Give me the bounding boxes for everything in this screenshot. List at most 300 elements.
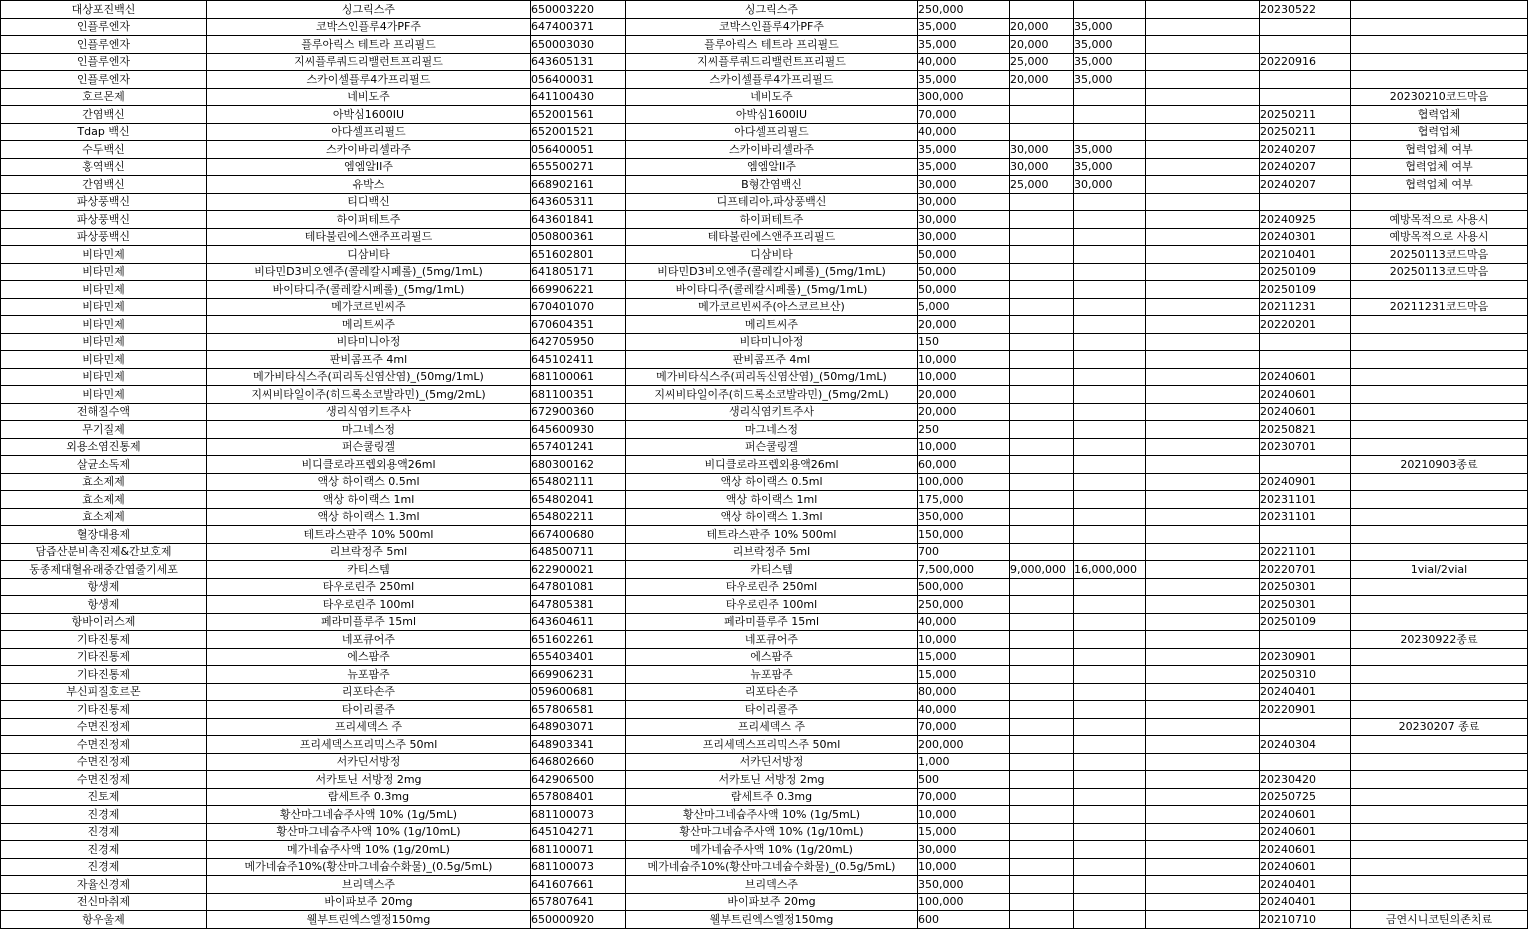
- product-name-cell[interactable]: 카티스템: [207, 561, 531, 579]
- code-cell[interactable]: 622900021: [531, 561, 626, 579]
- product-name-cell[interactable]: 프리세덱스프리믹스주 50ml: [207, 736, 531, 754]
- price3-cell[interactable]: [1074, 491, 1146, 509]
- date-cell[interactable]: 20240901: [1260, 473, 1351, 491]
- product-name-cell[interactable]: 지씨비타일이주(히드록소코발라민)_(5mg/2mL): [207, 386, 531, 404]
- price-cell[interactable]: 350,000: [918, 876, 1010, 894]
- blank-cell[interactable]: [1146, 246, 1260, 264]
- price3-cell[interactable]: [1074, 298, 1146, 316]
- code-cell[interactable]: 643605131: [531, 53, 626, 71]
- standard-name-cell[interactable]: 디프테리아,파상풍백신: [626, 193, 918, 211]
- standard-name-cell[interactable]: 페라미플루주 15ml: [626, 613, 918, 631]
- note-cell[interactable]: [1351, 526, 1528, 544]
- blank-cell[interactable]: [1146, 823, 1260, 841]
- category-cell[interactable]: 수두백신: [1, 141, 207, 159]
- category-cell[interactable]: 효소제제: [1, 473, 207, 491]
- blank-cell[interactable]: [1146, 456, 1260, 474]
- code-cell[interactable]: 642705950: [531, 333, 626, 351]
- date-cell[interactable]: 20250211: [1260, 123, 1351, 141]
- code-cell[interactable]: 645102411: [531, 351, 626, 369]
- price3-cell[interactable]: [1074, 246, 1146, 264]
- note-cell[interactable]: [1351, 806, 1528, 824]
- note-cell[interactable]: [1351, 53, 1528, 71]
- price3-cell[interactable]: [1074, 771, 1146, 789]
- blank-cell[interactable]: [1146, 578, 1260, 596]
- standard-name-cell[interactable]: 생리식염키트주사: [626, 403, 918, 421]
- code-cell[interactable]: 647805381: [531, 596, 626, 614]
- category-cell[interactable]: 진경제: [1, 806, 207, 824]
- code-cell[interactable]: 681100071: [531, 841, 626, 859]
- price-cell[interactable]: 250,000: [918, 1, 1010, 19]
- price2-cell[interactable]: [1010, 211, 1074, 229]
- price-cell[interactable]: 250,000: [918, 596, 1010, 614]
- standard-name-cell[interactable]: 타우로린주 250ml: [626, 578, 918, 596]
- product-name-cell[interactable]: 코박스인플루4가PF주: [207, 18, 531, 36]
- price2-cell[interactable]: [1010, 701, 1074, 719]
- blank-cell[interactable]: [1146, 351, 1260, 369]
- price3-cell[interactable]: [1074, 631, 1146, 649]
- category-cell[interactable]: 기타진통제: [1, 631, 207, 649]
- price3-cell[interactable]: [1074, 106, 1146, 124]
- standard-name-cell[interactable]: 타이리콜주: [626, 701, 918, 719]
- date-cell[interactable]: 20240401: [1260, 893, 1351, 911]
- price-cell[interactable]: 35,000: [918, 36, 1010, 54]
- price-cell[interactable]: 500: [918, 771, 1010, 789]
- blank-cell[interactable]: [1146, 718, 1260, 736]
- category-cell[interactable]: 외용소염진통제: [1, 438, 207, 456]
- price3-cell[interactable]: [1074, 193, 1146, 211]
- date-cell[interactable]: 20240601: [1260, 403, 1351, 421]
- standard-name-cell[interactable]: 리포타손주: [626, 683, 918, 701]
- code-cell[interactable]: 650003030: [531, 36, 626, 54]
- category-cell[interactable]: 항바이러스제: [1, 613, 207, 631]
- date-cell[interactable]: 20240601: [1260, 386, 1351, 404]
- standard-name-cell[interactable]: 액상 하이랙스 1.3ml: [626, 508, 918, 526]
- price2-cell[interactable]: [1010, 841, 1074, 859]
- price2-cell[interactable]: [1010, 823, 1074, 841]
- code-cell[interactable]: 641805171: [531, 263, 626, 281]
- blank-cell[interactable]: [1146, 666, 1260, 684]
- standard-name-cell[interactable]: 판비콤프주 4ml: [626, 351, 918, 369]
- note-cell[interactable]: 협력업체: [1351, 106, 1528, 124]
- product-name-cell[interactable]: 플루아릭스 테트라 프리필드: [207, 36, 531, 54]
- price3-cell[interactable]: [1074, 1, 1146, 19]
- date-cell[interactable]: 20220701: [1260, 561, 1351, 579]
- price2-cell[interactable]: [1010, 578, 1074, 596]
- category-cell[interactable]: 전신마취제: [1, 893, 207, 911]
- blank-cell[interactable]: [1146, 491, 1260, 509]
- blank-cell[interactable]: [1146, 806, 1260, 824]
- date-cell[interactable]: [1260, 456, 1351, 474]
- date-cell[interactable]: [1260, 753, 1351, 771]
- price-cell[interactable]: 30,000: [918, 211, 1010, 229]
- note-cell[interactable]: [1351, 771, 1528, 789]
- price-cell[interactable]: 300,000: [918, 88, 1010, 106]
- product-name-cell[interactable]: 웰부트린엑스엘정150mg: [207, 911, 531, 929]
- price2-cell[interactable]: [1010, 88, 1074, 106]
- price-cell[interactable]: 150,000: [918, 526, 1010, 544]
- note-cell[interactable]: 20230922종료: [1351, 631, 1528, 649]
- product-name-cell[interactable]: 비타민D3비오엔주(콜레칼시페롤)_(5mg/1mL): [207, 263, 531, 281]
- date-cell[interactable]: [1260, 631, 1351, 649]
- date-cell[interactable]: 20231101: [1260, 508, 1351, 526]
- product-name-cell[interactable]: 하이퍼테트주: [207, 211, 531, 229]
- blank-cell[interactable]: [1146, 193, 1260, 211]
- blank-cell[interactable]: [1146, 18, 1260, 36]
- price2-cell[interactable]: [1010, 456, 1074, 474]
- price3-cell[interactable]: [1074, 718, 1146, 736]
- price-cell[interactable]: 100,000: [918, 893, 1010, 911]
- category-cell[interactable]: Tdap 백신: [1, 123, 207, 141]
- price2-cell[interactable]: 25,000: [1010, 53, 1074, 71]
- price-cell[interactable]: 350,000: [918, 508, 1010, 526]
- blank-cell[interactable]: [1146, 368, 1260, 386]
- blank-cell[interactable]: [1146, 386, 1260, 404]
- product-name-cell[interactable]: 메가코르빈씨주: [207, 298, 531, 316]
- product-name-cell[interactable]: 서카토닌 서방정 2mg: [207, 771, 531, 789]
- code-cell[interactable]: 641607661: [531, 876, 626, 894]
- product-name-cell[interactable]: 프리세덱스 주: [207, 718, 531, 736]
- price2-cell[interactable]: [1010, 666, 1074, 684]
- blank-cell[interactable]: [1146, 631, 1260, 649]
- category-cell[interactable]: 진경제: [1, 823, 207, 841]
- note-cell[interactable]: 1vial/2vial: [1351, 561, 1528, 579]
- standard-name-cell[interactable]: 웰부트린엑스엘정150mg: [626, 911, 918, 929]
- category-cell[interactable]: 수면진정제: [1, 753, 207, 771]
- price-cell[interactable]: 60,000: [918, 456, 1010, 474]
- price3-cell[interactable]: [1074, 263, 1146, 281]
- category-cell[interactable]: 무기질제: [1, 421, 207, 439]
- price2-cell[interactable]: [1010, 386, 1074, 404]
- price3-cell[interactable]: 30,000: [1074, 176, 1146, 194]
- price3-cell[interactable]: [1074, 508, 1146, 526]
- price3-cell[interactable]: [1074, 648, 1146, 666]
- price2-cell[interactable]: [1010, 403, 1074, 421]
- blank-cell[interactable]: [1146, 1, 1260, 19]
- price-cell[interactable]: 5,000: [918, 298, 1010, 316]
- blank-cell[interactable]: [1146, 683, 1260, 701]
- note-cell[interactable]: [1351, 893, 1528, 911]
- blank-cell[interactable]: [1146, 648, 1260, 666]
- standard-name-cell[interactable]: 스카이셀플루4가프리필드: [626, 71, 918, 89]
- price2-cell[interactable]: 20,000: [1010, 18, 1074, 36]
- price-cell[interactable]: 600: [918, 911, 1010, 929]
- date-cell[interactable]: [1260, 526, 1351, 544]
- price2-cell[interactable]: [1010, 228, 1074, 246]
- price3-cell[interactable]: [1074, 211, 1146, 229]
- code-cell[interactable]: 643601841: [531, 211, 626, 229]
- standard-name-cell[interactable]: B형간염백신: [626, 176, 918, 194]
- category-cell[interactable]: 동종제대혈유래중간엽줄기세포: [1, 561, 207, 579]
- price3-cell[interactable]: [1074, 683, 1146, 701]
- price2-cell[interactable]: [1010, 246, 1074, 264]
- code-cell[interactable]: 056400051: [531, 141, 626, 159]
- product-name-cell[interactable]: 리포타손주: [207, 683, 531, 701]
- price2-cell[interactable]: [1010, 421, 1074, 439]
- blank-cell[interactable]: [1146, 771, 1260, 789]
- code-cell[interactable]: 672900360: [531, 403, 626, 421]
- price2-cell[interactable]: [1010, 333, 1074, 351]
- code-cell[interactable]: 643604611: [531, 613, 626, 631]
- price3-cell[interactable]: [1074, 281, 1146, 299]
- category-cell[interactable]: 자율신경제: [1, 876, 207, 894]
- code-cell[interactable]: 642906500: [531, 771, 626, 789]
- category-cell[interactable]: 비타민제: [1, 351, 207, 369]
- price-cell[interactable]: 40,000: [918, 123, 1010, 141]
- standard-name-cell[interactable]: 테타불린에스앤주프리필드: [626, 228, 918, 246]
- price-cell[interactable]: 35,000: [918, 71, 1010, 89]
- standard-name-cell[interactable]: 서카딘서방정: [626, 753, 918, 771]
- price2-cell[interactable]: [1010, 788, 1074, 806]
- blank-cell[interactable]: [1146, 53, 1260, 71]
- code-cell[interactable]: 652001561: [531, 106, 626, 124]
- price3-cell[interactable]: [1074, 578, 1146, 596]
- product-name-cell[interactable]: 브리덱스주: [207, 876, 531, 894]
- standard-name-cell[interactable]: 브리덱스주: [626, 876, 918, 894]
- price-cell[interactable]: 1,000: [918, 753, 1010, 771]
- note-cell[interactable]: [1351, 316, 1528, 334]
- price3-cell[interactable]: [1074, 438, 1146, 456]
- product-name-cell[interactable]: 엠엠알II주: [207, 158, 531, 176]
- blank-cell[interactable]: [1146, 123, 1260, 141]
- standard-name-cell[interactable]: 아박심1600IU: [626, 106, 918, 124]
- price-cell[interactable]: 200,000: [918, 736, 1010, 754]
- category-cell[interactable]: 간염백신: [1, 176, 207, 194]
- product-name-cell[interactable]: 티디백신: [207, 193, 531, 211]
- price-cell[interactable]: 7,500,000: [918, 561, 1010, 579]
- price2-cell[interactable]: [1010, 683, 1074, 701]
- date-cell[interactable]: 20240304: [1260, 736, 1351, 754]
- product-name-cell[interactable]: 디삼비타: [207, 246, 531, 264]
- note-cell[interactable]: [1351, 36, 1528, 54]
- note-cell[interactable]: 20210903종료: [1351, 456, 1528, 474]
- note-cell[interactable]: [1351, 753, 1528, 771]
- category-cell[interactable]: 진토제: [1, 788, 207, 806]
- price-cell[interactable]: 30,000: [918, 841, 1010, 859]
- date-cell[interactable]: 20240401: [1260, 876, 1351, 894]
- price2-cell[interactable]: [1010, 508, 1074, 526]
- blank-cell[interactable]: [1146, 701, 1260, 719]
- price2-cell[interactable]: [1010, 316, 1074, 334]
- blank-cell[interactable]: [1146, 858, 1260, 876]
- date-cell[interactable]: 20220901: [1260, 701, 1351, 719]
- product-name-cell[interactable]: 황산마그네슘주사액 10% (1g/5mL): [207, 806, 531, 824]
- price2-cell[interactable]: [1010, 263, 1074, 281]
- blank-cell[interactable]: [1146, 438, 1260, 456]
- price3-cell[interactable]: 35,000: [1074, 141, 1146, 159]
- note-cell[interactable]: [1351, 473, 1528, 491]
- price2-cell[interactable]: [1010, 736, 1074, 754]
- price3-cell[interactable]: [1074, 876, 1146, 894]
- note-cell[interactable]: 협력업체 여부: [1351, 176, 1528, 194]
- price-cell[interactable]: 35,000: [918, 158, 1010, 176]
- price3-cell[interactable]: [1074, 526, 1146, 544]
- price3-cell[interactable]: 35,000: [1074, 71, 1146, 89]
- code-cell[interactable]: 670401070: [531, 298, 626, 316]
- product-name-cell[interactable]: 마그네스정: [207, 421, 531, 439]
- price3-cell[interactable]: [1074, 596, 1146, 614]
- price3-cell[interactable]: [1074, 893, 1146, 911]
- standard-name-cell[interactable]: 뉴포팜주: [626, 666, 918, 684]
- note-cell[interactable]: [1351, 858, 1528, 876]
- product-name-cell[interactable]: 메가네슘주사액 10% (1g/20mL): [207, 841, 531, 859]
- date-cell[interactable]: 20240207: [1260, 158, 1351, 176]
- price-cell[interactable]: 50,000: [918, 281, 1010, 299]
- category-cell[interactable]: 파상풍백신: [1, 211, 207, 229]
- standard-name-cell[interactable]: 코박스인플루4가PF주: [626, 18, 918, 36]
- standard-name-cell[interactable]: 액상 하이랙스 0.5ml: [626, 473, 918, 491]
- code-cell[interactable]: 647400371: [531, 18, 626, 36]
- blank-cell[interactable]: [1146, 613, 1260, 631]
- price-cell[interactable]: 15,000: [918, 823, 1010, 841]
- price-cell[interactable]: 10,000: [918, 368, 1010, 386]
- standard-name-cell[interactable]: 테트라스판주 10% 500ml: [626, 526, 918, 544]
- price-cell[interactable]: 10,000: [918, 858, 1010, 876]
- blank-cell[interactable]: [1146, 158, 1260, 176]
- category-cell[interactable]: 인플루엔자: [1, 36, 207, 54]
- blank-cell[interactable]: [1146, 561, 1260, 579]
- note-cell[interactable]: [1351, 613, 1528, 631]
- date-cell[interactable]: [1260, 88, 1351, 106]
- price3-cell[interactable]: [1074, 421, 1146, 439]
- price3-cell[interactable]: [1074, 736, 1146, 754]
- blank-cell[interactable]: [1146, 228, 1260, 246]
- product-name-cell[interactable]: 페라미플루주 15ml: [207, 613, 531, 631]
- product-name-cell[interactable]: 뉴포팜주: [207, 666, 531, 684]
- price3-cell[interactable]: [1074, 88, 1146, 106]
- date-cell[interactable]: 20250310: [1260, 666, 1351, 684]
- standard-name-cell[interactable]: 하이퍼테트주: [626, 211, 918, 229]
- note-cell[interactable]: [1351, 491, 1528, 509]
- blank-cell[interactable]: [1146, 841, 1260, 859]
- price3-cell[interactable]: [1074, 788, 1146, 806]
- standard-name-cell[interactable]: 에스팜주: [626, 648, 918, 666]
- blank-cell[interactable]: [1146, 893, 1260, 911]
- date-cell[interactable]: [1260, 351, 1351, 369]
- price-cell[interactable]: 40,000: [918, 701, 1010, 719]
- note-cell[interactable]: 예방목적으로 사용시: [1351, 211, 1528, 229]
- category-cell[interactable]: 인플루엔자: [1, 18, 207, 36]
- product-name-cell[interactable]: 액상 하이랙스 1.3ml: [207, 508, 531, 526]
- standard-name-cell[interactable]: 스카이바리셀라주: [626, 141, 918, 159]
- product-name-cell[interactable]: 싱그릭스주: [207, 1, 531, 19]
- category-cell[interactable]: 대상포진백신: [1, 1, 207, 19]
- category-cell[interactable]: 수면진정제: [1, 771, 207, 789]
- product-name-cell[interactable]: 메가네슘주10%(황산마그네슘수화물)_(0.5g/5mL): [207, 858, 531, 876]
- category-cell[interactable]: 항생제: [1, 578, 207, 596]
- standard-name-cell[interactable]: 지씨비타일이주(히드록소코발라민)_(5mg/2mL): [626, 386, 918, 404]
- note-cell[interactable]: [1351, 701, 1528, 719]
- blank-cell[interactable]: [1146, 596, 1260, 614]
- category-cell[interactable]: 효소제제: [1, 491, 207, 509]
- note-cell[interactable]: 20250113코드막음: [1351, 246, 1528, 264]
- price3-cell[interactable]: 16,000,000: [1074, 561, 1146, 579]
- price3-cell[interactable]: [1074, 858, 1146, 876]
- standard-name-cell[interactable]: 바이타디주(콜레칼시페롤)_(5mg/1mL): [626, 281, 918, 299]
- price-cell[interactable]: 70,000: [918, 788, 1010, 806]
- code-cell[interactable]: 651602261: [531, 631, 626, 649]
- code-cell[interactable]: 645600930: [531, 421, 626, 439]
- price3-cell[interactable]: [1074, 351, 1146, 369]
- standard-name-cell[interactable]: 지씨플루쿼드리밸런트프리필드: [626, 53, 918, 71]
- blank-cell[interactable]: [1146, 526, 1260, 544]
- standard-name-cell[interactable]: 네비도주: [626, 88, 918, 106]
- price3-cell[interactable]: [1074, 456, 1146, 474]
- standard-name-cell[interactable]: 싱그릭스주: [626, 1, 918, 19]
- note-cell[interactable]: 20230210코드막음: [1351, 88, 1528, 106]
- code-cell[interactable]: 641100430: [531, 88, 626, 106]
- product-name-cell[interactable]: 바이파보주 20mg: [207, 893, 531, 911]
- category-cell[interactable]: 비타민제: [1, 246, 207, 264]
- product-name-cell[interactable]: 액상 하이랙스 0.5ml: [207, 473, 531, 491]
- code-cell[interactable]: 646802660: [531, 753, 626, 771]
- price3-cell[interactable]: [1074, 806, 1146, 824]
- price3-cell[interactable]: [1074, 386, 1146, 404]
- price2-cell[interactable]: [1010, 526, 1074, 544]
- date-cell[interactable]: 20250211: [1260, 106, 1351, 124]
- price-cell[interactable]: 70,000: [918, 718, 1010, 736]
- date-cell[interactable]: 20240601: [1260, 368, 1351, 386]
- category-cell[interactable]: 수면진정제: [1, 736, 207, 754]
- price2-cell[interactable]: 30,000: [1010, 141, 1074, 159]
- category-cell[interactable]: 홍역백신: [1, 158, 207, 176]
- note-cell[interactable]: [1351, 403, 1528, 421]
- date-cell[interactable]: 20250725: [1260, 788, 1351, 806]
- product-name-cell[interactable]: 서카딘서방정: [207, 753, 531, 771]
- standard-name-cell[interactable]: 비디클로라프렙외용액26ml: [626, 456, 918, 474]
- product-name-cell[interactable]: 유박스: [207, 176, 531, 194]
- price3-cell[interactable]: [1074, 473, 1146, 491]
- price-cell[interactable]: 15,000: [918, 648, 1010, 666]
- date-cell[interactable]: 20221101: [1260, 543, 1351, 561]
- standard-name-cell[interactable]: 람세트주 0.3mg: [626, 788, 918, 806]
- date-cell[interactable]: 20210401: [1260, 246, 1351, 264]
- code-cell[interactable]: 667400680: [531, 526, 626, 544]
- category-cell[interactable]: 비타민제: [1, 333, 207, 351]
- price-cell[interactable]: 150: [918, 333, 1010, 351]
- blank-cell[interactable]: [1146, 71, 1260, 89]
- note-cell[interactable]: 20211231코드막음: [1351, 298, 1528, 316]
- note-cell[interactable]: 20230207 종료: [1351, 718, 1528, 736]
- date-cell[interactable]: 20230901: [1260, 648, 1351, 666]
- category-cell[interactable]: 진경제: [1, 858, 207, 876]
- standard-name-cell[interactable]: 바이파보주 20mg: [626, 893, 918, 911]
- price2-cell[interactable]: [1010, 106, 1074, 124]
- date-cell[interactable]: 20240207: [1260, 141, 1351, 159]
- date-cell[interactable]: 20250301: [1260, 596, 1351, 614]
- note-cell[interactable]: [1351, 823, 1528, 841]
- note-cell[interactable]: [1351, 351, 1528, 369]
- standard-name-cell[interactable]: 비타민D3비오엔주(콜레칼시페롤)_(5mg/1mL): [626, 263, 918, 281]
- price-cell[interactable]: 70,000: [918, 106, 1010, 124]
- price-cell[interactable]: 10,000: [918, 438, 1010, 456]
- standard-name-cell[interactable]: 리브락정주 5ml: [626, 543, 918, 561]
- price2-cell[interactable]: [1010, 911, 1074, 929]
- code-cell[interactable]: 670604351: [531, 316, 626, 334]
- blank-cell[interactable]: [1146, 421, 1260, 439]
- price3-cell[interactable]: [1074, 333, 1146, 351]
- product-name-cell[interactable]: 타이리콜주: [207, 701, 531, 719]
- standard-name-cell[interactable]: 디삼비타: [626, 246, 918, 264]
- product-name-cell[interactable]: 생리식염키트주사: [207, 403, 531, 421]
- category-cell[interactable]: 담즙산분비촉진제&간보호제: [1, 543, 207, 561]
- code-cell[interactable]: 655500271: [531, 158, 626, 176]
- date-cell[interactable]: 20231101: [1260, 491, 1351, 509]
- note-cell[interactable]: [1351, 71, 1528, 89]
- price2-cell[interactable]: [1010, 596, 1074, 614]
- price-cell[interactable]: 30,000: [918, 193, 1010, 211]
- category-cell[interactable]: 비타민제: [1, 386, 207, 404]
- date-cell[interactable]: 20240925: [1260, 211, 1351, 229]
